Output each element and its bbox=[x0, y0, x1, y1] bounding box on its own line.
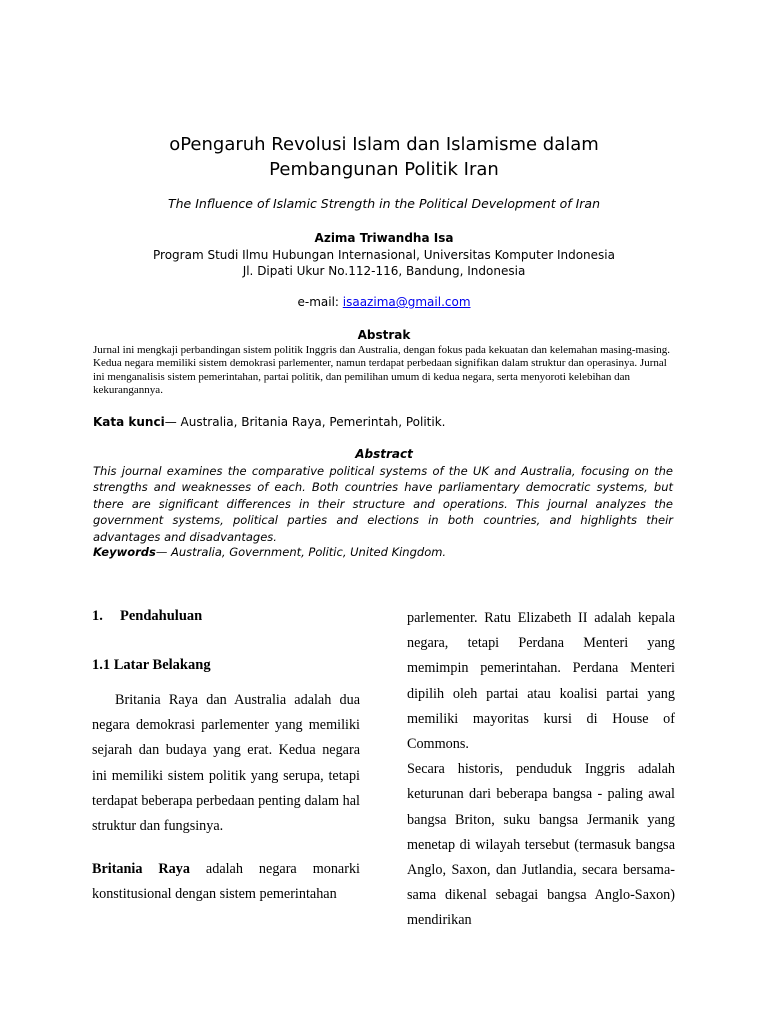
author-affiliation: Program Studi Ilmu Hubungan Internasional, Universitas Komputer Indonesia bbox=[153, 247, 615, 262]
email-line bbox=[84, 295, 684, 309]
paper-subtitle: The Influence of Islamic Strength in the Political Development of Iran bbox=[167, 196, 601, 211]
section-title: Pendahuluan bbox=[120, 608, 203, 624]
abstrak-heading: Abstrak bbox=[357, 328, 411, 342]
kata-kunci-text: — Australia, Britania Raya, Pemerintah, Politik. bbox=[164, 415, 446, 429]
keywords bbox=[93, 545, 673, 559]
right-paragraph-1: parlementer. Ratu Elizabeth II adalah kepala negara, tetapi Perdana Menteri yang memimpin pemerintahan. Perdana Menteri dipilih oleh partai atau koalisi partai yang memiliki mayoritas kursi di House of Commons. bbox=[407, 610, 675, 753]
section-number: 1. bbox=[92, 608, 103, 624]
email-link[interactable]: isaazima@gmail.com bbox=[342, 295, 471, 309]
title-line-2: Pembangunan Politik Iran bbox=[269, 159, 499, 180]
right-paragraph-2: Secara historis, penduduk Inggris adalah keturunan dari beberapa bangsa - paling awal bangsa Briton, suku bangsa Jermanik yang menetap di wilayah tersebut (termasuk bangsa Anglo, Saxon, dan Jutlandia, secara bersama-sama dikenal sebagai bangsa Anglo-Saxon) mendirikan bbox=[407, 761, 675, 929]
paragraph-2-bold: Britania Raya bbox=[92, 861, 190, 878]
subsection-heading: 1.1 Latar Belakang bbox=[92, 657, 211, 673]
kata-kunci-label: Kata kunci bbox=[93, 415, 165, 429]
right-column bbox=[407, 606, 675, 934]
body-paragraph-2 bbox=[92, 857, 360, 907]
author-name: Azima Triwandha Isa bbox=[314, 231, 454, 245]
body-paragraph-1: Britania Raya dan Australia adalah dua negara demokrasi parlementer yang memiliki sejarah dan budaya yang erat. Kedua negara ini memiliki sistem politik yang serupa, tetapi terdapat beberapa perbedaan penting dalam hal struktur dan fungsinya. bbox=[92, 692, 360, 835]
abstract-heading: Abstract bbox=[355, 447, 413, 461]
abstrak-text: Jurnal ini mengkaji perbandingan sistem politik Inggris dan Australia, dengan fokus pada kekuatan dan kelemahan masing-masing. Kedua negara memiliki sistem demokrasi parlementer, namun terdapat perbedaan signifikan dalam struktur dan operasinya. Jurnal ini menganalisis sistem pemerintahan, partai politik, dan pemilihan umum di kedua negara, serta menyoroti kelebihan dan kekurangannya. bbox=[93, 344, 671, 397]
author-block bbox=[84, 230, 684, 280]
email-label: e-mail: bbox=[297, 295, 343, 309]
title-line-1: oPengaruh Revolusi Islam dan Islamisme dalam bbox=[169, 134, 599, 155]
keywords-label: Keywords bbox=[93, 545, 156, 559]
keywords-text: — Australia, Government, Politic, United Kingdom. bbox=[155, 545, 447, 559]
kata-kunci bbox=[93, 415, 673, 429]
left-column bbox=[92, 608, 360, 908]
author-address: Jl. Dipati Ukur No.112-116, Bandung, Indonesia bbox=[242, 264, 526, 278]
abstract-text: This journal examines the comparative political systems of the UK and Australia, focusing on the strengths and weaknesses of each. Both countries have parliamentary democratic systems, but there are significant differences in their structure and operations. This journal analyzes the government systems, political parties and elections in both countries, and highlights their advantages and disadvantages. bbox=[93, 464, 673, 544]
paper-title bbox=[84, 132, 684, 182]
section-heading bbox=[92, 608, 360, 625]
paragraph-2-text: adalah negara monarki konstitusional dengan sistem pemerintahan bbox=[92, 861, 360, 903]
